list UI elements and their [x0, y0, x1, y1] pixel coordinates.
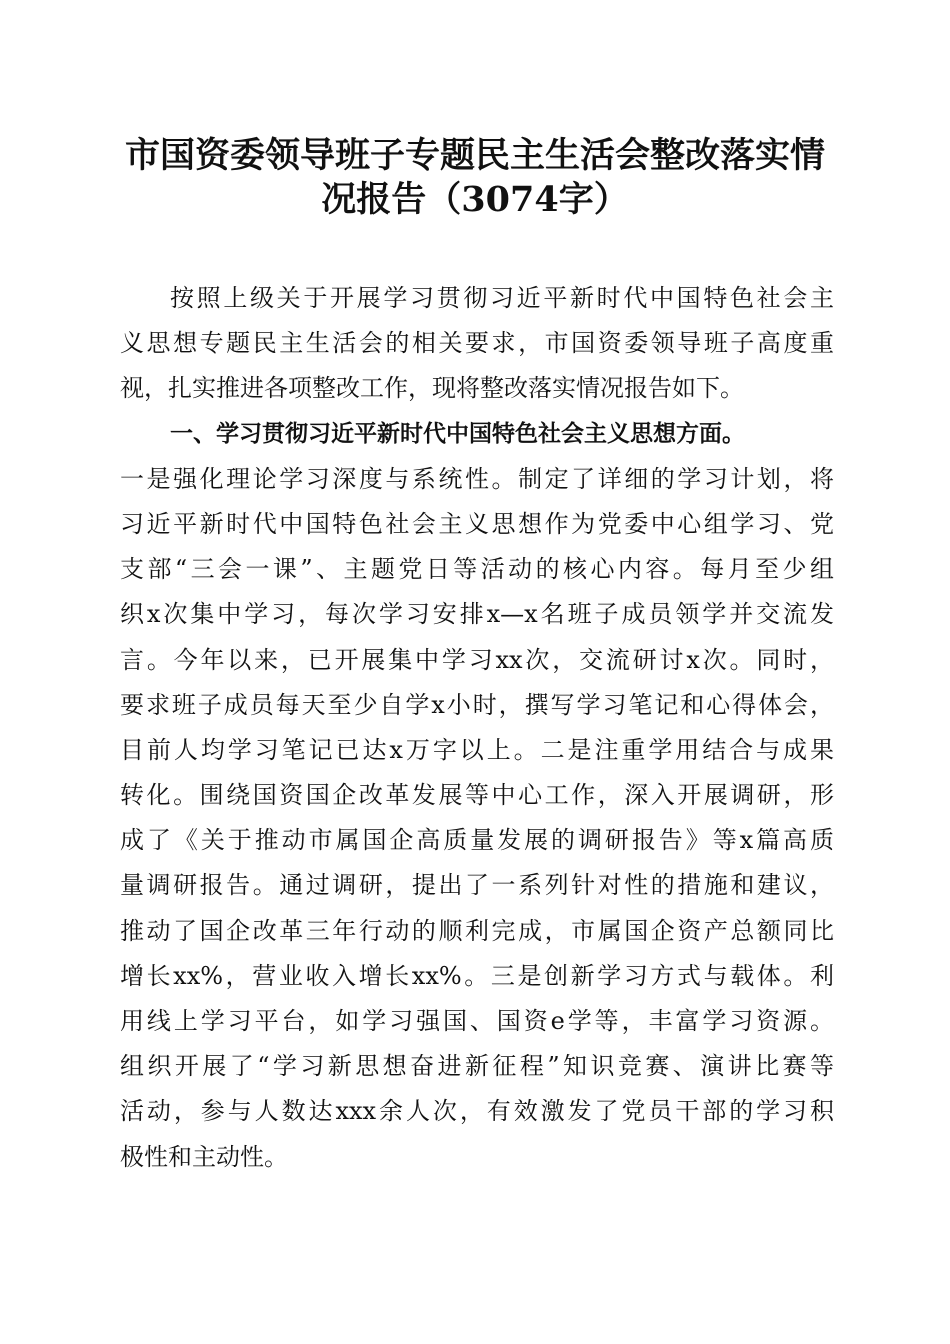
paragraph-line: 织x次集中学习，每次学习安排x—x名班子成员领学并交流发 [120, 600, 834, 629]
paragraph-line: 目前人均学习笔记已达x万字以上。二是注重学用结合与成果 [120, 735, 834, 764]
paragraph-line: 活动，参与人数达xxx余人次，有效激发了党员干部的学习积 [120, 1097, 834, 1126]
paragraph-line: 要求班子成员每天至少自学x小时，撰写学习笔记和心得体会， [120, 690, 834, 719]
paragraph-line: 推动了国企改革三年行动的顺利完成，市属国企资产总额同比 [120, 916, 834, 945]
paragraph-line: 一是强化理论学习深度与系统性。制定了详细的学习计划，将 [120, 464, 834, 493]
paragraph-line: 成了《关于推动市属国企高质量发展的调研报告》等x篇高质 [120, 826, 834, 855]
paragraph-line: 增长xx%，营业收入增长xx%。三是创新学习方式与载体。利 [120, 961, 834, 990]
title-line-2: 况报告（3074字） [321, 179, 629, 220]
title-line-1: 市国资委领导班子专题民主生活会整改落实情 [124, 135, 825, 176]
paragraph-line: 用线上学习平台，如学习强国、国资e学等，丰富学习资源。 [120, 1007, 834, 1035]
document-title [110, 134, 840, 222]
paragraph-line: 量调研报告。通过调研，提出了一系列针对性的措施和建议， [120, 871, 834, 900]
intro-line-2: 义思想专题民主生活会的相关要求，市国资委领导班子高度重 [120, 329, 834, 358]
paragraph-line: 习近平新时代中国特色社会主义思想作为党委中心组学习、党 [120, 509, 834, 538]
intro-line-1: 按照上级关于开展学习贯彻习近平新时代中国特色社会主 [170, 284, 834, 312]
paragraph-line: 支部“三会一课”、主题党日等活动的核心内容。每月至少组 [120, 555, 834, 584]
paragraph-line: 组织开展了“学习新思想奋进新征程”知识竞赛、演讲比赛等 [120, 1052, 834, 1081]
intro-line-3: 视，扎实推进各项整改工作，现将整改落实情况报告如下。 [120, 374, 744, 403]
paragraph-line: 极性和主动性。 [120, 1142, 288, 1171]
paragraph-line: 言。今年以来，已开展集中学习xx次，交流研讨x次。同时， [120, 645, 834, 674]
section-heading-1: 一、学习贯彻习近平新时代中国特色社会主义思想方面。 [170, 420, 745, 447]
paragraph-line: 转化。围绕国资国企改革发展等中心工作，深入开展调研，形 [120, 781, 834, 810]
document-body [120, 276, 834, 1180]
